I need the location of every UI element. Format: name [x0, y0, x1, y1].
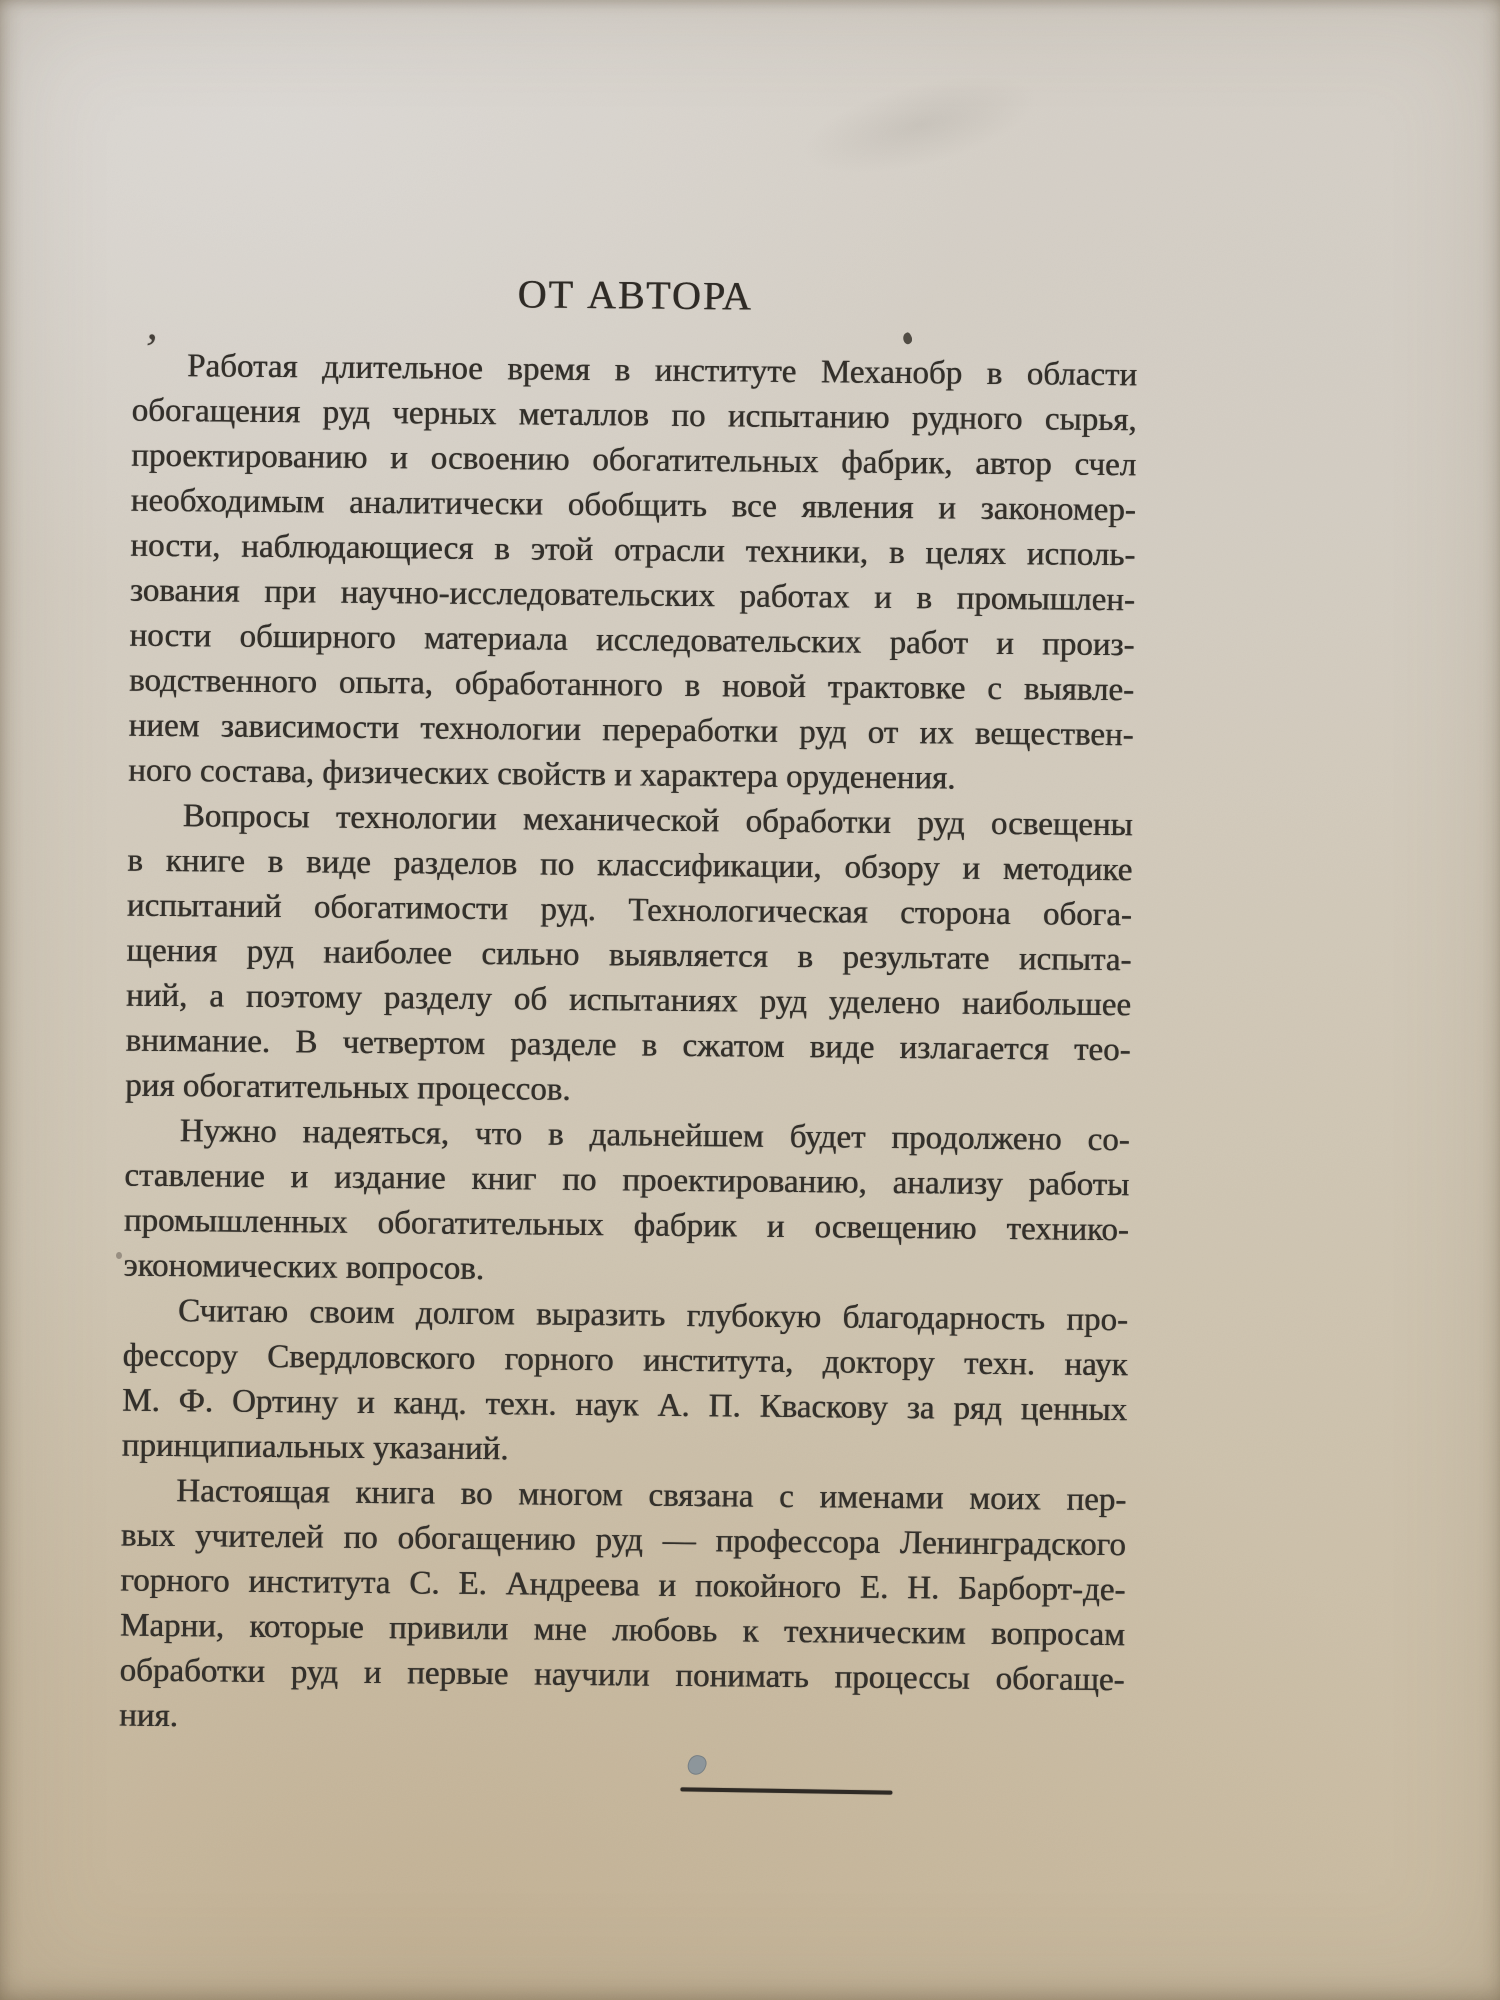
text-line: экономических вопросов. [123, 1247, 485, 1288]
text-line: М. Ф. Ортину и канд. техн. наук А. П. Кваскову за ряд ценных [121, 1382, 1128, 1429]
text-line: ний, а поэтому разделу об испытаниях руд уделено наибольшее [125, 977, 1132, 1024]
paper-smudge [794, 57, 1046, 193]
text-line: Настоящая книга во многом связана с именами моих пер- [176, 1473, 1127, 1519]
text-line: обогащения руд черных металлов по испытанию рудного сырья, [131, 392, 1137, 439]
text-line: обработки руд и первые научили понимать процессы обогаще- [119, 1652, 1125, 1699]
paragraph [128, 344, 1137, 804]
text-line: зования при научно-исследовательских работах и в промышлен- [129, 572, 1136, 619]
text-line: ности, наблюдающиеся в этой отрасли техники, в целях исполь- [130, 527, 1136, 574]
text-line: фессору Свердловского горного института, доктору техн. наук [122, 1337, 1128, 1384]
text-line: проектированию и освоению обогатительных фабрик, автор счел [131, 437, 1137, 484]
text-line: ного состава, физических свойств и характера оруденения. [128, 752, 956, 797]
paragraph [121, 1289, 1128, 1479]
text-line: в книге в виде разделов по классификации, обзору и методике [127, 842, 1133, 889]
text-line: ности обширного материала исследовательских работ и произ- [129, 617, 1135, 664]
text-line: необходимым аналитически обобщить все явления и закономер- [130, 482, 1136, 529]
text-line: водственного опыта, обработанного в новой трактовке с выявле- [128, 662, 1135, 709]
page-title: ОТ АВТОРА [517, 271, 754, 319]
text-line: рия обогатительных процессов. [124, 1067, 571, 1108]
ink-speck [116, 1252, 122, 1259]
page-text-block [118, 268, 1138, 1797]
text-line: ния. [118, 1697, 179, 1735]
text-line: щения руд наиболее сильно выявляется в результате испыта- [126, 932, 1132, 979]
text-line: горного института С. Е. Андреева и покойного Е. Н. Барборт-де- [120, 1562, 1126, 1609]
text-line: Считаю своим долгом выразить глубокую благодарность про- [177, 1293, 1129, 1339]
footer-divider-rule [680, 1787, 892, 1794]
ink-speck: , [145, 299, 162, 350]
text-line: вых учителей по обогащению руд — профессора Ленинградского [120, 1517, 1126, 1564]
paragraph [123, 1109, 1130, 1299]
text-line: промышленных обогатительных фабрик и освещению технико- [123, 1202, 1129, 1249]
text-line: Вопросы технологии механической обработки руд освещены [182, 798, 1133, 844]
paragraph [125, 794, 1133, 1119]
text-line: ставление и издание книг по проектированию, анализу работы [124, 1157, 1130, 1204]
paragraph [119, 1469, 1127, 1749]
text-line: принципиальных указаний. [121, 1427, 509, 1468]
text-line: внимание. В четвертом разделе в сжатом виде излагается тео- [125, 1022, 1131, 1069]
text-line: нием зависимости технологии переработки руд от их веществен- [128, 707, 1134, 754]
text-line: испытаний обогатимости руд. Технологическая сторона обога- [126, 887, 1133, 934]
text-line: Нужно надеяться, что в дальнейшем будет продолжено со- [179, 1113, 1130, 1159]
text-line: Марни, которые привили мне любовь к техническим вопросам [119, 1607, 1126, 1654]
text-line: Работая длительное время в институте Механобр в области [186, 348, 1138, 394]
